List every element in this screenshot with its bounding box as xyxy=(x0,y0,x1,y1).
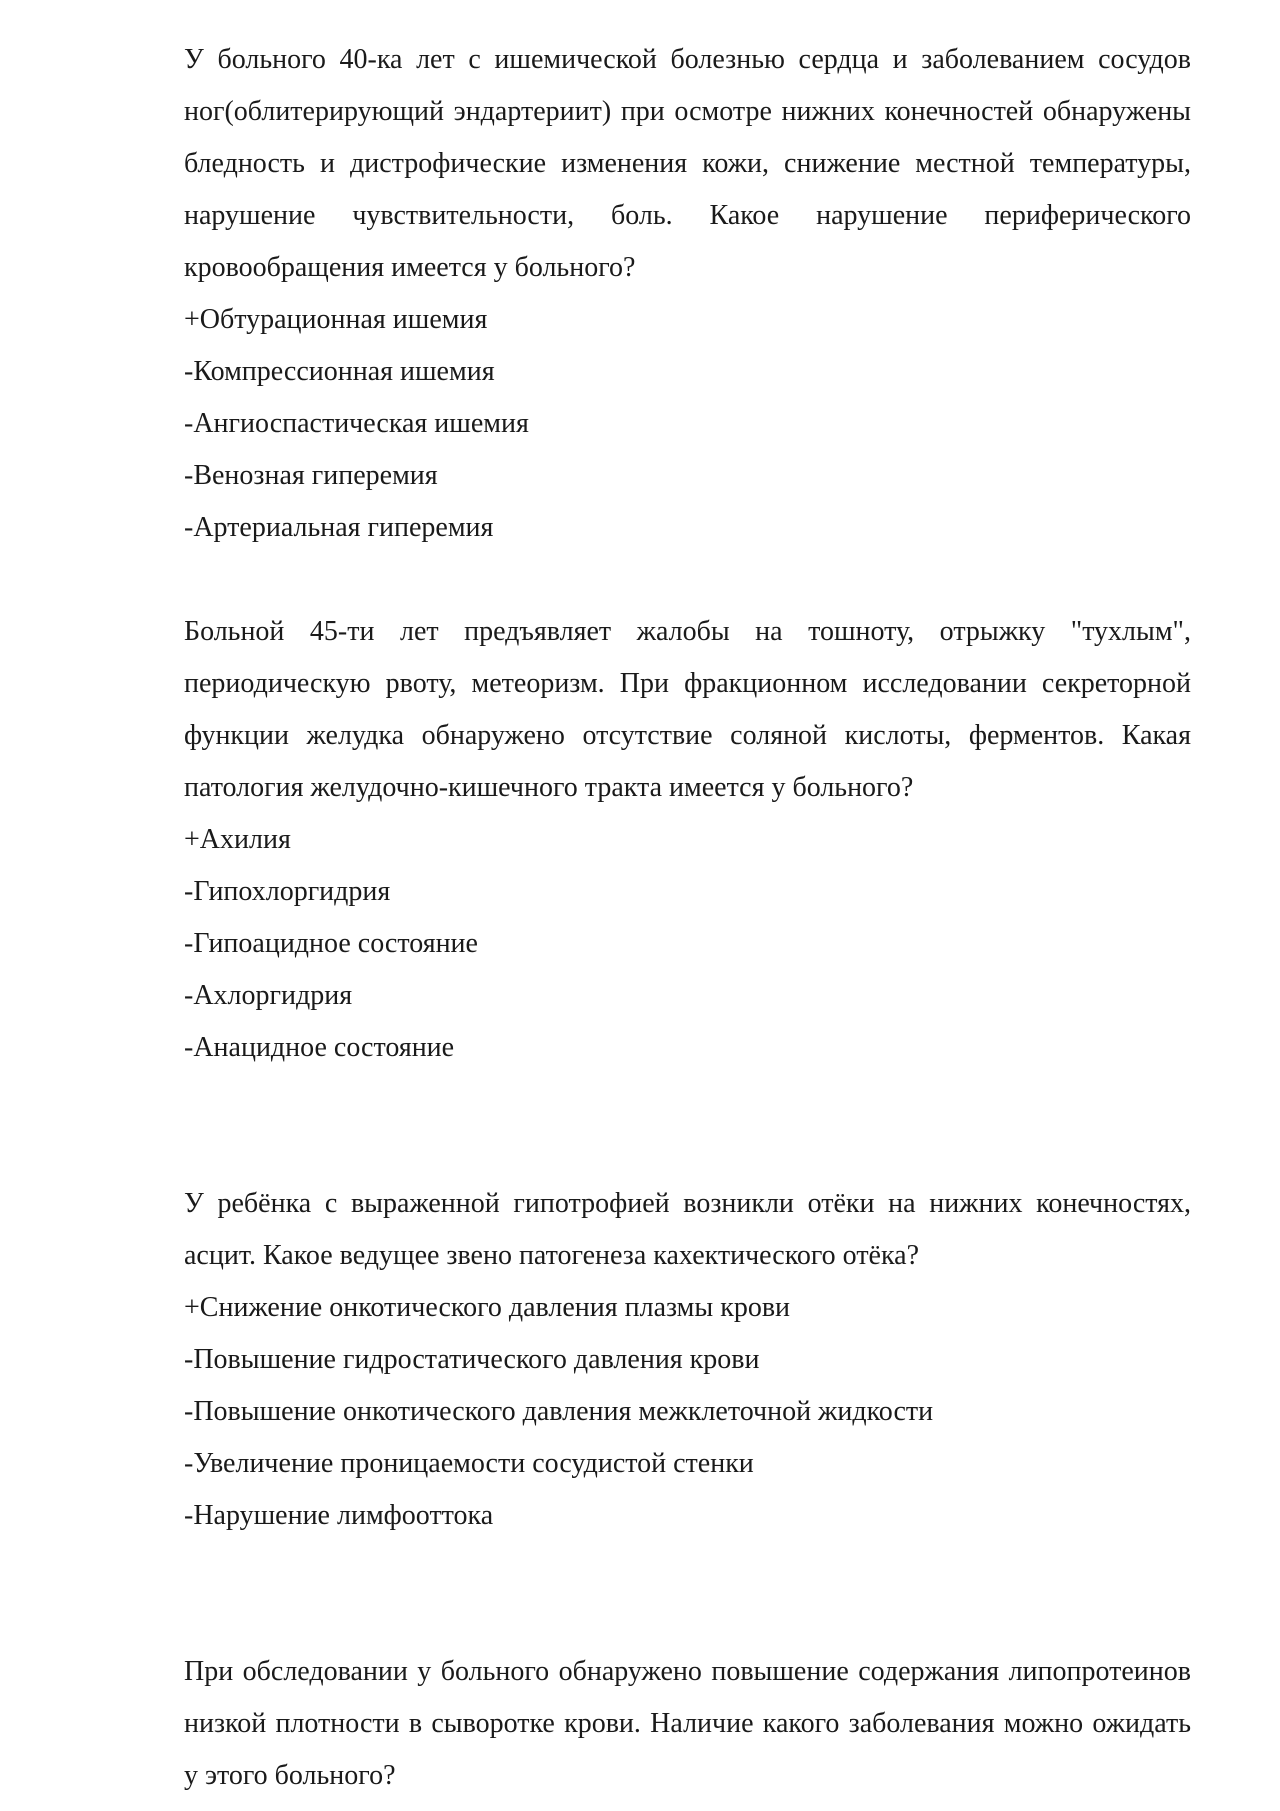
spacer xyxy=(184,554,1191,606)
document-page xyxy=(184,34,1191,1802)
spacer xyxy=(184,1074,1191,1178)
answer-option: -Гипоацидное состояние xyxy=(184,928,478,959)
answer-option: -Увеличение проницаемости сосудистой стенки xyxy=(184,1448,754,1479)
answer-option: -Повышение гидростатического давления крови xyxy=(184,1344,760,1375)
question-block xyxy=(184,1646,1191,1802)
question-block xyxy=(184,34,1191,554)
question-text: У больного 40-ка лет с ишемической болезнью сердца и заболеванием сосудов ног(облитерирующий эндартериит) при осмотре нижних конечностей обнаружены бледность и дистрофические изменения кожи, снижение местной температуры, нарушение чувствительности, боль. Какое нарушение периферического кровообращения имеется у больного? xyxy=(184,44,1191,283)
question-block xyxy=(184,1178,1191,1542)
answer-option: -Анацидное состояние xyxy=(184,1032,455,1063)
answer-option: -Ангиоспастическая ишемия xyxy=(184,408,529,439)
answer-option-correct: +Снижение онкотического давления плазмы крови xyxy=(184,1292,791,1323)
answer-option: -Гипохлоргидрия xyxy=(184,876,391,907)
spacer xyxy=(184,1542,1191,1646)
question-block xyxy=(184,606,1191,1074)
answer-option: -Венозная гиперемия xyxy=(184,460,438,491)
answer-option-correct: +Обтурационная ишемия xyxy=(184,304,488,335)
answer-option: -Нарушение лимфооттока xyxy=(184,1500,494,1531)
answer-option: -Компрессионная ишемия xyxy=(184,356,495,387)
answer-option: -Ахлоргидрия xyxy=(184,980,353,1011)
answer-option-correct: +Ахилия xyxy=(184,824,291,855)
answer-option: -Артериальная гиперемия xyxy=(184,512,494,543)
question-text: Больной 45-ти лет предъявляет жалобы на тошноту, отрыжку "тухлым", периодическую рвоту, метеоризм. При фракционном исследовании секреторной функции желудка обнаружено отсутствие соляной кислоты, ферментов. Какая патология желудочно-кишечного тракта имеется у больного? xyxy=(184,616,1191,803)
question-text: При обследовании у больного обнаружено повышение содержания липопротеинов низкой плотности в сыворотке крови. Наличие какого заболевания можно ожидать у этого больного? xyxy=(184,1656,1191,1791)
answer-option: -Повышение онкотического давления межклеточной жидкости xyxy=(184,1396,934,1427)
question-text: У ребёнка с выраженной гипотрофией возникли отёки на нижних конечностях, асцит. Какое ведущее звено патогенеза кахектического отёка? xyxy=(184,1188,1191,1271)
